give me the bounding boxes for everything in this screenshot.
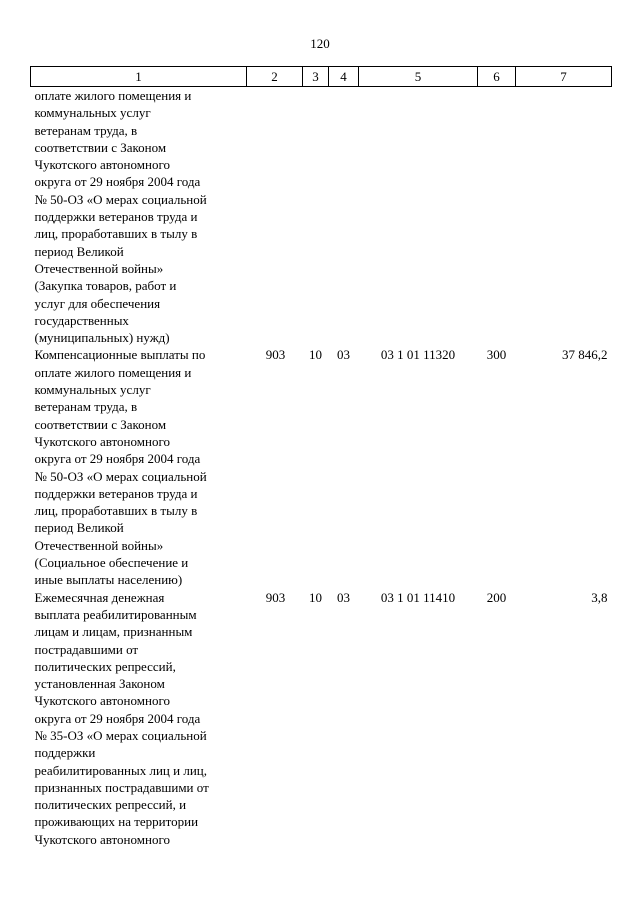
row-expense-type: 200 — [486, 589, 507, 605]
row-expense-type: 300 — [486, 347, 507, 363]
header-col-2: 2 — [247, 67, 303, 87]
table-header-row — [31, 67, 612, 87]
header-col-4: 4 — [329, 67, 359, 87]
page-number: 120 — [310, 36, 330, 51]
row-subsection — [329, 87, 359, 347]
row-section: 10 — [309, 347, 322, 363]
row-subsection: 03 — [337, 347, 350, 363]
table-row — [31, 346, 612, 588]
table-row — [31, 589, 612, 848]
header-col-3: 3 — [303, 67, 329, 87]
row-target-article: 03 1 01 11320 — [380, 347, 456, 363]
header-col-1: 1 — [31, 67, 247, 87]
row-ministry-code — [247, 87, 303, 347]
budget-table — [30, 66, 612, 848]
row-expense-type — [478, 87, 516, 347]
row-subsection: 03 — [337, 589, 350, 605]
row-ministry-code: 903 — [265, 347, 286, 363]
row-section: 10 — [309, 589, 322, 605]
row-description: Компенсационные выплаты по оплате жилого помещения и коммунальных услуг ветеранам труда, в соответствии с Законом Чукотского автономного округа от 29 ноября 2004 года № 50-ОЗ «О мерах социальной поддержки ветеранов труда и лиц, проработавших в тылу в период Великой Отечественной войны» (Социальное обеспечение и иные выплаты населению) — [34, 347, 207, 588]
row-target-article: 03 1 01 11410 — [380, 589, 456, 605]
header-col-6: 6 — [478, 67, 516, 87]
header-col-7: 7 — [516, 67, 612, 87]
row-target-article — [359, 87, 478, 347]
row-amount: 37 846,2 — [562, 347, 608, 363]
table-row — [31, 87, 612, 347]
row-description: оплате жилого помещения и коммунальных услуг ветеранам труда, в соответствии с Законом Чукотского автономного округа от 29 ноября 2004 года № 50-ОЗ «О мерах социальной поддержки ветеранов труда и лиц, проработавших в тылу в период Великой Отечественной войны» (Закупка товаров, работ и услуг для обеспечения государственных (муниципальных) нужд) — [34, 88, 207, 346]
row-amount: 3,8 — [591, 589, 608, 605]
row-ministry-code: 903 — [265, 589, 286, 605]
row-amount — [516, 87, 612, 347]
header-col-5: 5 — [359, 67, 478, 87]
row-section — [303, 87, 329, 347]
row-description: Ежемесячная денежная выплата реабилитированным лицам и лицам, признанным пострадавшими от политических репрессий, установленная Законом Чукотского автономного округа от 29 ноября 2004 года № 35-ОЗ «О мерах социальной поддержки реабилитированных лиц и лиц, признанных пострадавшими от политических репрессий, и проживающих на территории Чукотского автономного — [34, 589, 209, 847]
